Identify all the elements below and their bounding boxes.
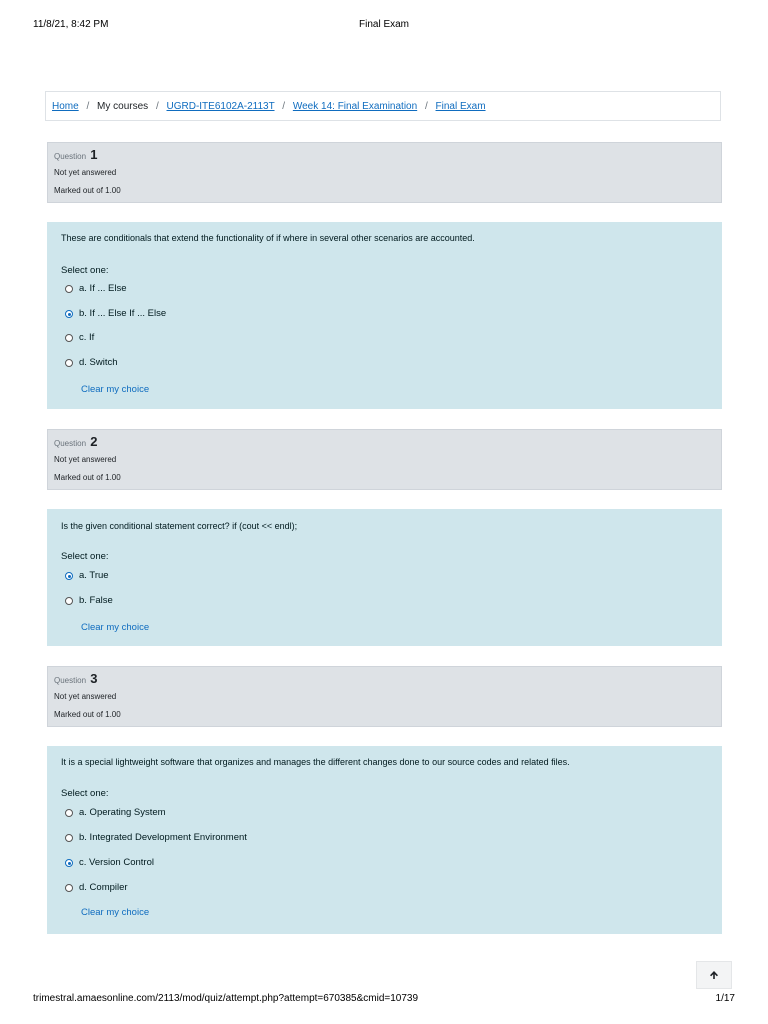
radio-empty-icon[interactable]: [65, 834, 73, 842]
q1-option-b[interactable]: [65, 307, 166, 321]
question-grade: Marked out of 1.00: [54, 186, 121, 195]
radio-empty-icon[interactable]: [65, 597, 73, 605]
option-label: d. Switch: [79, 357, 118, 368]
print-url: trimestral.amaesonline.com/2113/mod/quiz/attempt.php?attempt=670385&cmid=10739: [33, 993, 419, 1004]
option-label: a. If ... Else: [79, 283, 127, 294]
clear-choice-link[interactable]: Clear my choice: [81, 622, 150, 633]
breadcrumb-home[interactable]: Home: [52, 101, 79, 112]
radio-empty-icon[interactable]: [65, 359, 73, 367]
question-number: Question 3: [54, 671, 98, 686]
print-page-number: 1/17: [715, 993, 735, 1004]
breadcrumb-separator: /: [424, 101, 428, 112]
option-label: c. Version Control: [79, 857, 154, 868]
breadcrumb: [45, 91, 721, 121]
question-2-info: [47, 429, 722, 490]
option-label: a. True: [79, 570, 109, 581]
question-number: Question 2: [54, 434, 98, 449]
radio-empty-icon[interactable]: [65, 884, 73, 892]
select-one-prompt: Select one:: [61, 788, 109, 799]
option-label: a. Operating System: [79, 807, 166, 818]
q3-option-b[interactable]: [65, 831, 247, 845]
arrow-up-icon: [709, 970, 719, 980]
radio-empty-icon[interactable]: [65, 809, 73, 817]
option-label: b. Integrated Development Environment: [79, 832, 247, 843]
q2-option-a[interactable]: [65, 569, 109, 583]
breadcrumb-my-courses: My courses: [97, 101, 149, 112]
question-state: Not yet answered: [54, 692, 117, 701]
question-number: Question 1: [54, 147, 98, 162]
question-text: Is the given conditional statement correct? if (cout << endl);: [61, 521, 298, 531]
option-label: b. If ... Else If ... Else: [79, 308, 167, 319]
q1-option-d[interactable]: [65, 356, 118, 370]
print-datetime: 11/8/21, 8:42 PM: [33, 19, 109, 30]
question-3-info: [47, 666, 722, 727]
radio-filled-icon[interactable]: [65, 572, 73, 580]
option-label: b. False: [79, 595, 113, 606]
q1-option-a[interactable]: [65, 282, 127, 296]
select-one-prompt: Select one:: [61, 265, 109, 276]
question-number-value: 2: [90, 434, 98, 449]
back-to-top-button[interactable]: [696, 961, 732, 989]
radio-filled-icon[interactable]: [65, 859, 73, 867]
question-2-content: [47, 509, 722, 646]
radio-filled-icon[interactable]: [65, 310, 73, 318]
q2-option-b[interactable]: [65, 594, 113, 608]
question-1-content: [47, 222, 722, 409]
q3-option-a[interactable]: [65, 806, 166, 820]
radio-empty-icon[interactable]: [65, 285, 73, 293]
option-label: c. If: [79, 332, 95, 343]
question-text: These are conditionals that extend the functionality of if where in several other scenarios are accounted.: [61, 233, 475, 243]
select-one-prompt: Select one:: [61, 551, 109, 562]
breadcrumb-separator: /: [155, 101, 159, 112]
breadcrumb-week[interactable]: Week 14: Final Examination: [292, 101, 418, 112]
q3-option-c[interactable]: [65, 856, 154, 870]
option-label: d. Compiler: [79, 882, 128, 893]
question-number-value: 1: [90, 147, 98, 162]
breadcrumb-final-exam[interactable]: Final Exam: [435, 101, 486, 112]
clear-choice-link[interactable]: Clear my choice: [81, 907, 150, 918]
question-grade: Marked out of 1.00: [54, 473, 121, 482]
question-3-content: [47, 746, 722, 934]
print-title: Final Exam: [358, 19, 409, 30]
radio-empty-icon[interactable]: [65, 334, 73, 342]
breadcrumb-course[interactable]: UGRD-ITE6102A-2113T: [166, 101, 275, 112]
question-1-info: [47, 142, 722, 203]
q3-option-d[interactable]: [65, 881, 128, 895]
clear-choice-link[interactable]: Clear my choice: [81, 384, 150, 395]
q1-option-c[interactable]: [65, 331, 94, 345]
question-state: Not yet answered: [54, 168, 117, 177]
question-text: It is a special lightweight software that organizes and manages the different changes done to our source codes and related files.: [61, 757, 570, 767]
question-state: Not yet answered: [54, 455, 117, 464]
question-grade: Marked out of 1.00: [54, 710, 121, 719]
question-number-value: 3: [90, 671, 98, 686]
breadcrumb-separator: /: [86, 101, 90, 112]
breadcrumb-separator: /: [282, 101, 286, 112]
